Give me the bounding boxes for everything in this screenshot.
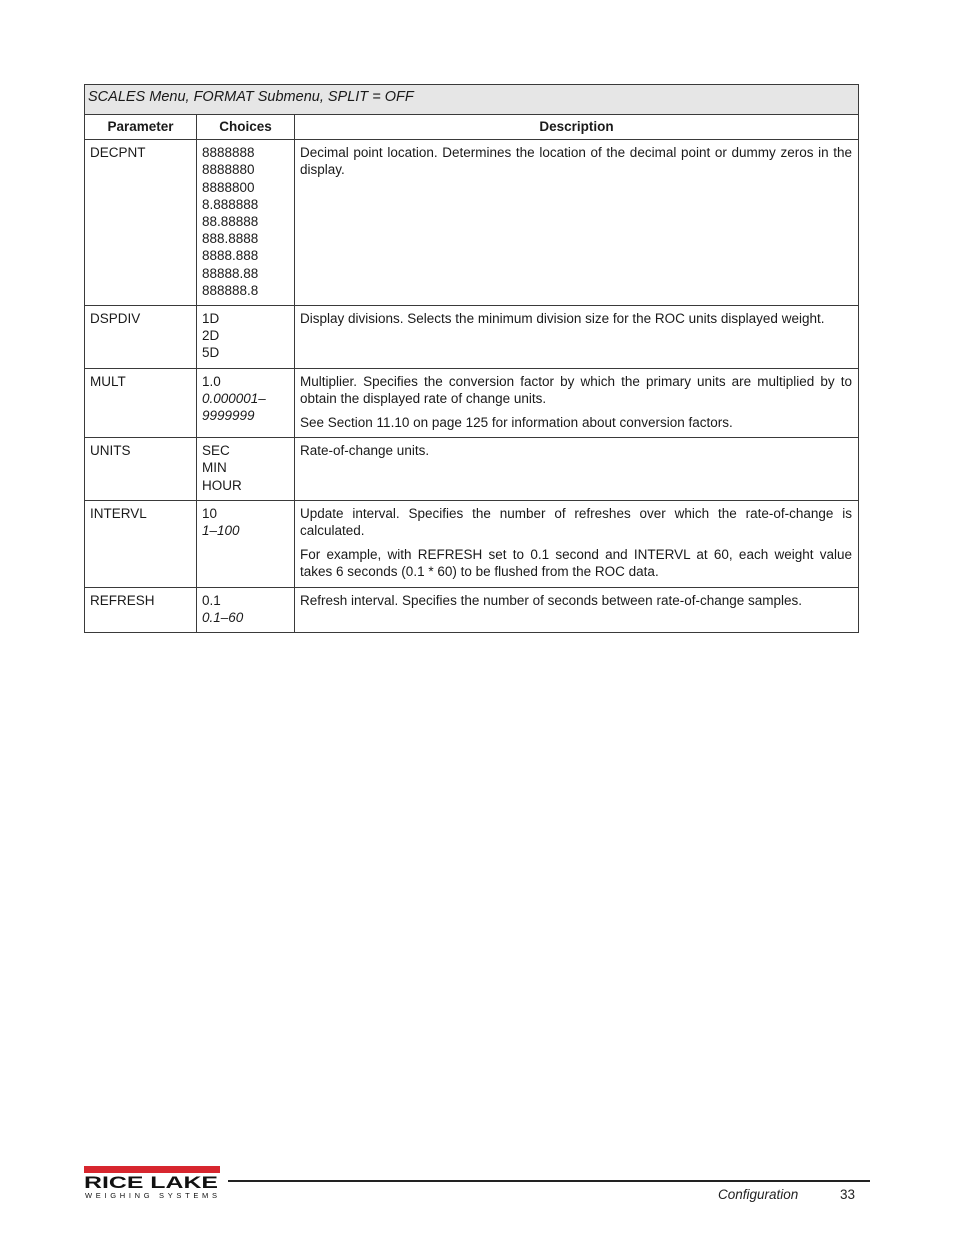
table-row (85, 368, 859, 438)
choice: 88888.88 (202, 265, 259, 281)
choice: 2D (202, 328, 220, 344)
logo-subtext: WEIGHING SYSTEMS (85, 1191, 217, 1200)
parameter-cell: REFRESH (85, 587, 197, 632)
rice-lake-logo (84, 1166, 220, 1200)
description-text: Update interval. Specifies the number of refreshes over which the rate-of-change is calculated. (300, 505, 853, 539)
description-cell (295, 587, 859, 632)
footer-rule (228, 1180, 870, 1182)
table-caption: SCALES Menu, FORMAT Submenu, SPLIT = OFF (85, 85, 859, 115)
choice: 8888888 (202, 145, 255, 161)
description-cell (295, 500, 859, 587)
description-text: Display divisions. Selects the minimum division size for the ROC units displayed weight. (300, 311, 825, 327)
logo-red-bar (84, 1166, 220, 1173)
description-cell (295, 306, 859, 369)
choices-cell (197, 587, 295, 632)
header-parameter: Parameter (85, 115, 197, 140)
page-number: 33 (840, 1187, 856, 1202)
table-row (85, 438, 859, 501)
choice: HOUR (202, 477, 242, 493)
choice: 888888.8 (202, 282, 259, 298)
table-caption-row (85, 85, 859, 115)
choice: 8888.888 (202, 248, 259, 264)
choice: 10 (202, 505, 218, 521)
choice-range: 1–100 (202, 523, 240, 539)
description-text: Decimal point location. Determines the location of the decimal point or dummy zeros in the display. (300, 145, 853, 178)
choice-range: 0.000001– (202, 390, 266, 406)
choice: 888.8888 (202, 231, 259, 247)
footer-section-title: Configuration (718, 1187, 799, 1202)
choice: 88.88888 (202, 214, 259, 230)
choice-range: 0.1–60 (202, 609, 244, 625)
description-text: Rate-of-change units. (300, 443, 430, 459)
choice: 1D (202, 311, 220, 327)
choice: 8888880 (202, 162, 255, 178)
choices-cell (197, 140, 295, 306)
choice: 8.888888 (202, 196, 259, 212)
choice: SEC (202, 443, 230, 459)
choice: 8888800 (202, 179, 255, 195)
logo-wordmark: RICE LAKE (84, 1173, 218, 1192)
description-cell (295, 140, 859, 306)
choices-cell (197, 500, 295, 587)
choice: MIN (202, 460, 227, 476)
table-header-row (85, 115, 859, 140)
table-row (85, 140, 859, 306)
parameter-cell: DSPDIV (85, 306, 197, 369)
parameter-cell: INTERVL (85, 500, 197, 587)
description-cell (295, 438, 859, 501)
choices-cell (197, 438, 295, 501)
description-text: For example, with REFRESH set to 0.1 second and INTERVL at 60, each weight value takes 6 seconds (0.1 * 60) to be flushed from the ROC data. (300, 547, 853, 580)
header-description: Description (295, 115, 859, 140)
choice: 0.1 (202, 592, 221, 608)
choices-cell (197, 306, 295, 369)
header-choices: Choices (197, 115, 295, 140)
choice-range: 9999999 (202, 408, 255, 424)
parameter-cell: MULT (85, 368, 197, 438)
choice: 5D (202, 345, 220, 361)
description-cell (295, 368, 859, 438)
description-text: See Section 11.10 on page 125 for information about conversion factors. (300, 415, 733, 431)
table-row (85, 306, 859, 369)
parameter-cell: DECPNT (85, 140, 197, 306)
description-text: Multiplier. Specifies the conversion factor by which the primary units are multiplied by to obtain the displayed rate of change units. (300, 373, 853, 406)
table-row (85, 587, 859, 632)
parameter-cell: UNITS (85, 438, 197, 501)
parameter-table (84, 84, 859, 633)
choices-cell (197, 368, 295, 438)
choice: 1.0 (202, 373, 221, 389)
table-row (85, 500, 859, 587)
description-text: Refresh interval. Specifies the number of seconds between rate-of-change samples. (300, 592, 803, 608)
